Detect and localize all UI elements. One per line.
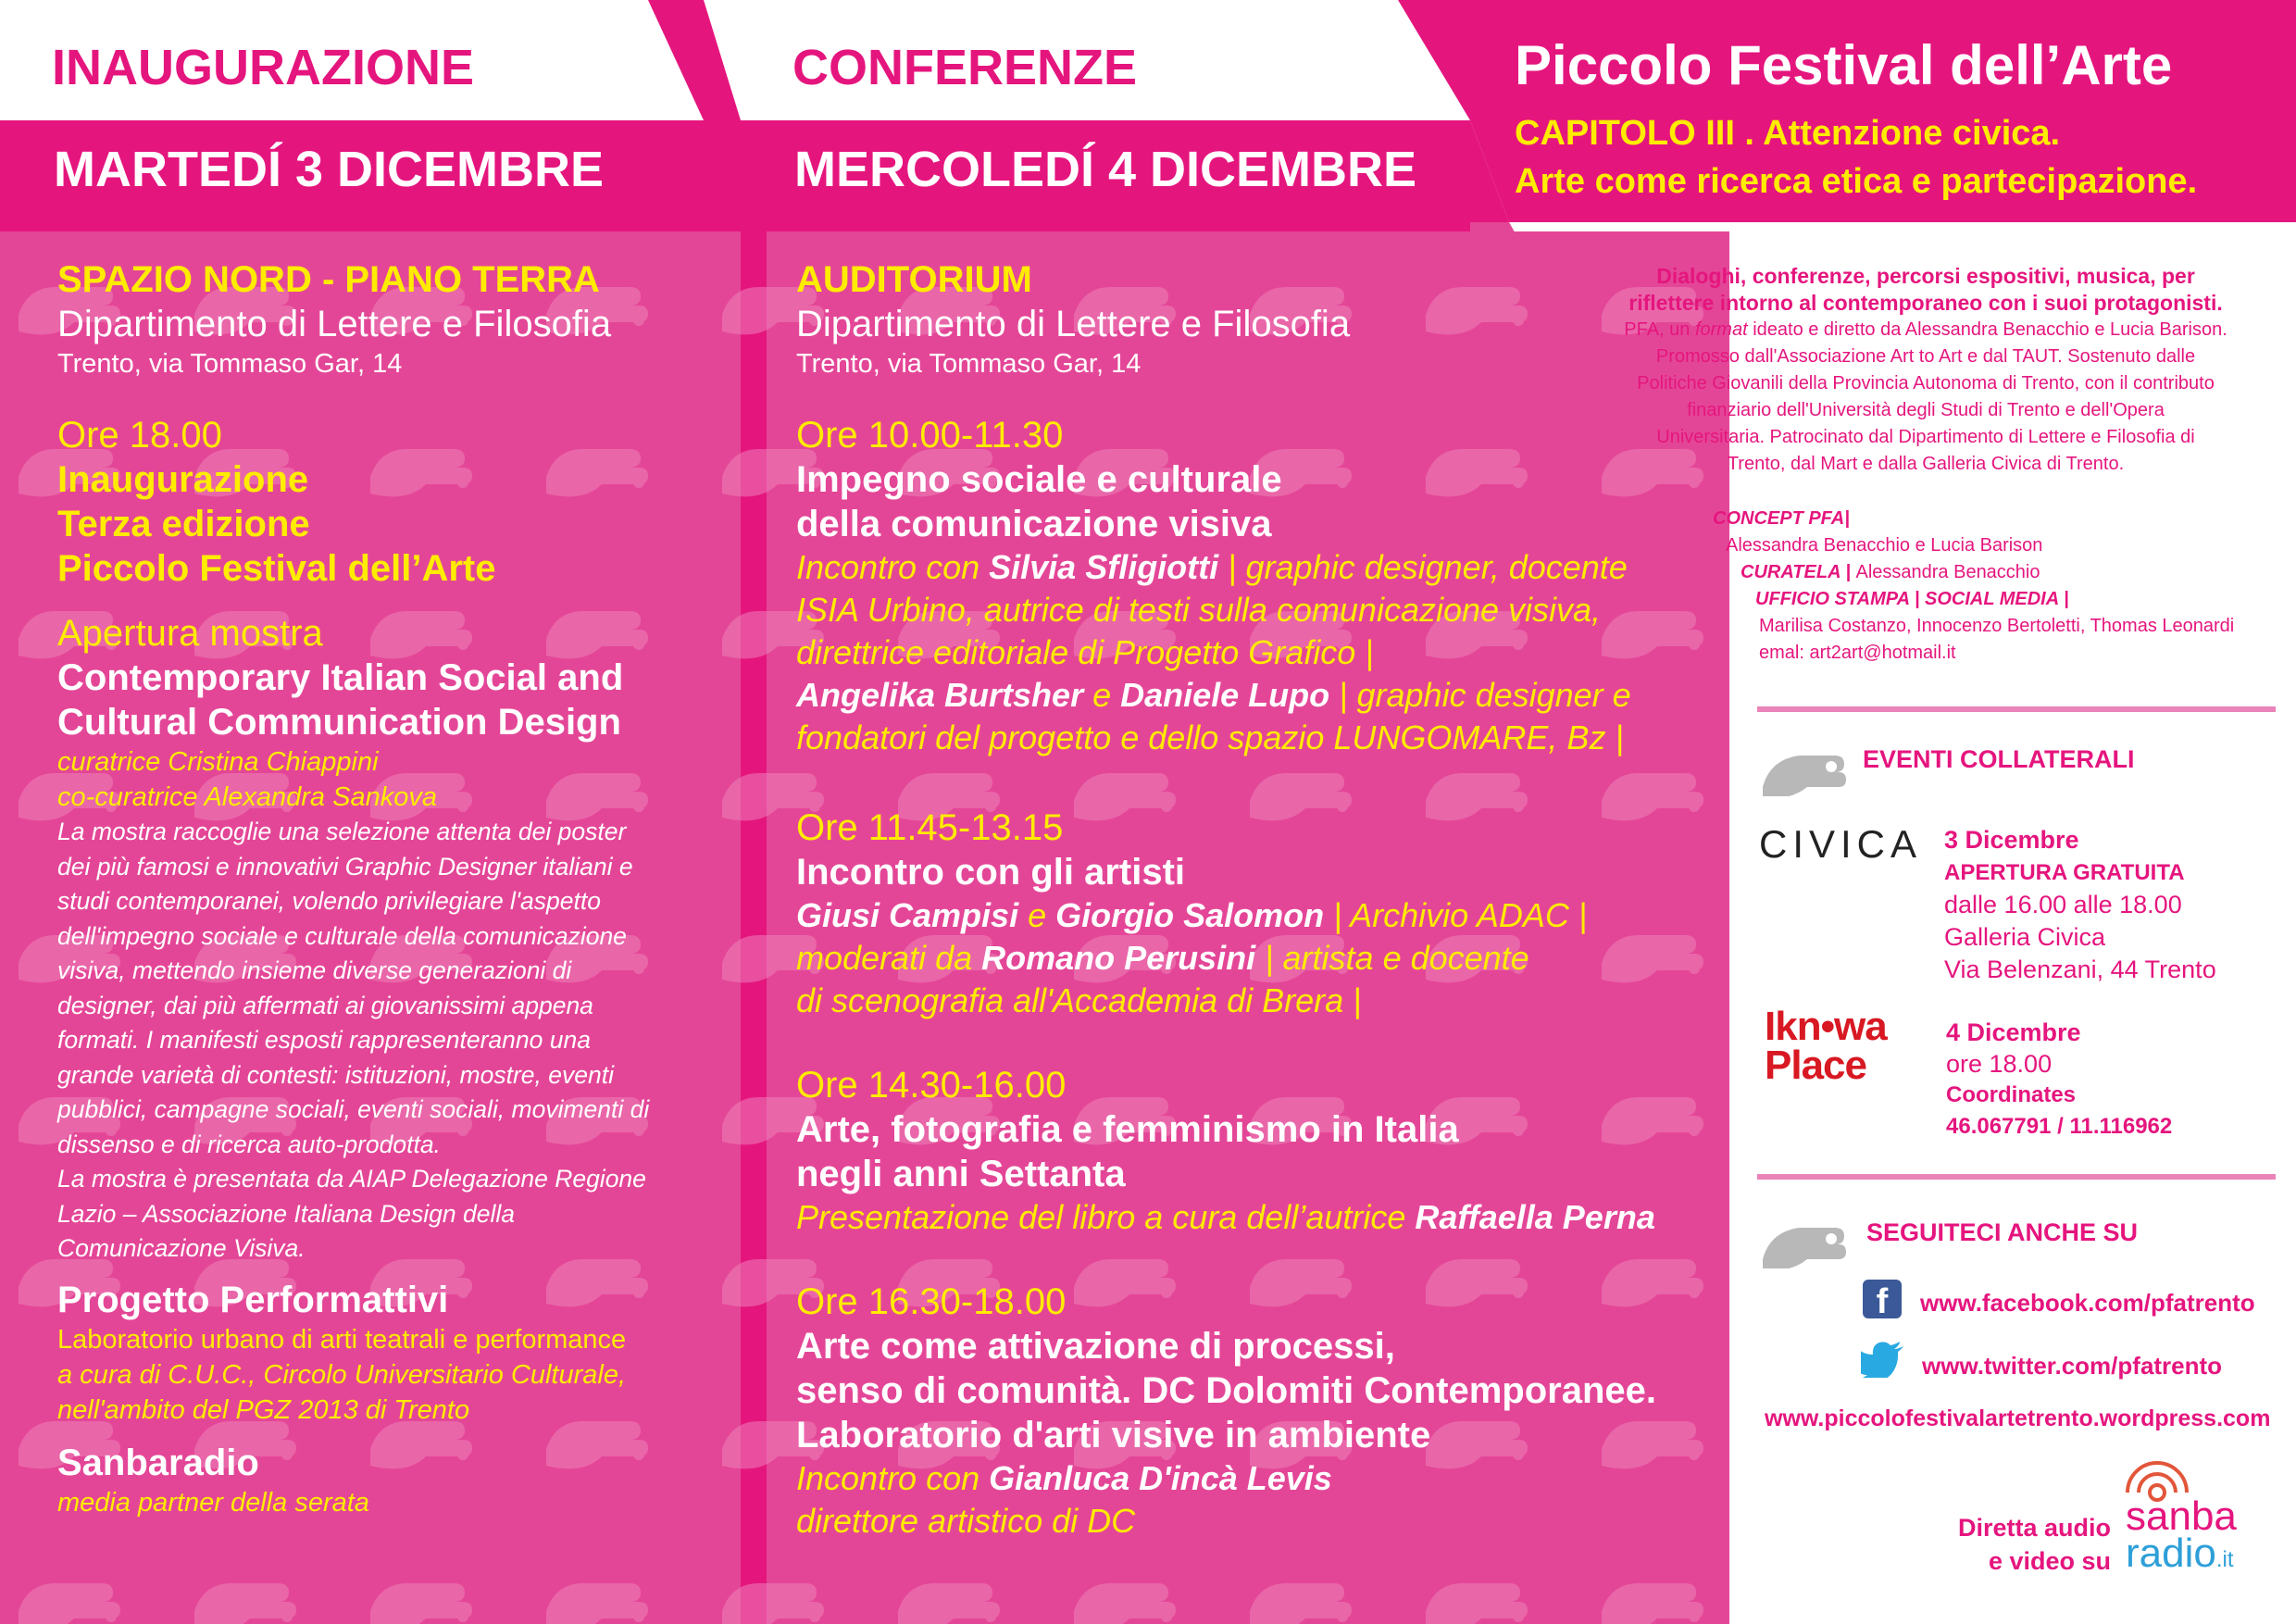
iknow-info [1946, 1017, 2172, 1143]
desc-line: dell'impegno sociale e culturale della comunicazione [57, 921, 627, 950]
iknow-line: 4 Dicembre [1946, 1018, 2081, 1046]
inaug-line: Terza edizione [57, 504, 310, 544]
perf-title: Progetto Performattivi [57, 1279, 449, 1320]
divider [1757, 1174, 2276, 1180]
subtitle-line: Arte come ricerca etica e partecipazione. [1515, 162, 2198, 201]
civica-line: Via Belenzani, 44 Trento [1944, 956, 2216, 983]
desc-line: La mostra raccoglie una selezione attenta dei poster [57, 818, 627, 845]
session-time: Ore 10.00-11.30 [796, 415, 1064, 456]
desc-line: La mostra è presentata da AIAP Delegazione Regione [57, 1165, 646, 1193]
desc-line: dei più famosi e innovativi Graphic Designer italiani e [57, 852, 633, 881]
session-details [796, 1196, 1722, 1239]
detail-text: fondatori del progetto e dello spazio LUNGOMARE, Bz | [796, 718, 1624, 756]
session-details [796, 894, 1722, 1022]
logo-line: sanba [2126, 1493, 2237, 1539]
civica-line: 3 Dicembre [1944, 826, 2079, 854]
speaker-name: Giusi Campisi [796, 896, 1019, 934]
desc-line: designer, dai più affermati ai giovanissimi appena [57, 991, 593, 1019]
curatela-name: Alessandra Benacchio [1855, 562, 2040, 582]
detail-text: ISIA Urbino, autrice di testi sulla comunicazione visiva, [796, 591, 1602, 629]
session-title: Impegno sociale e culturale [796, 459, 1282, 500]
iknow-line: 46.067791 / 11.116962 [1946, 1114, 2173, 1139]
follow-heading: SEGUITECI ANCHE SU [1866, 1218, 2139, 1246]
civica-logo: CIVICA [1759, 822, 1923, 866]
desc-line: formati. I manifesti esposti rappresenteranno una [57, 1026, 591, 1054]
civica-line: Galleria Civica [1944, 923, 2106, 951]
logo-line: .it [2215, 1547, 2234, 1572]
desc-line: pubblici, campagne sociali, eventi sociali, movimenti di [57, 1095, 650, 1123]
speaker-name: Raffaella Perna [1415, 1198, 1655, 1236]
session-time: Ore 11.45-13.15 [796, 807, 1064, 848]
chapter-heading [1515, 109, 2197, 206]
press-label: UFFICIO STAMPA | SOCIAL MEDIA | [1755, 589, 2069, 609]
logo-line: Place [1765, 1043, 1866, 1088]
show-title: Contemporary Italian Social and [57, 657, 624, 698]
detail-text: | graphic designer, docente [1218, 548, 1628, 586]
perf-line: Laboratorio urbano di arti teatrali e performance [57, 1324, 627, 1355]
twitter-icon[interactable] [1861, 1341, 1905, 1378]
hand-icon [1759, 1204, 1852, 1268]
session-title: Incontro con gli artisti [796, 852, 1186, 893]
info-line: Trento, dal Mart e dalla Galleria Civica di Trento. [1727, 454, 2125, 474]
speaker-name: Angelika Burtsher [796, 676, 1084, 714]
info-text: ideato e diretto da Alessandra Benacchio e Lucia Barison. [1747, 319, 2227, 340]
intro-line: Dialoghi, conferenze, percorsi espositivi, musica, per [1656, 264, 2195, 288]
iknowaplace-logo [1765, 1004, 1887, 1088]
desc-line: Comunicazione Visiva. [57, 1234, 306, 1262]
dept-middle: Dipartimento di Lettere e Filosofia [796, 304, 1351, 344]
date-left: MARTEDÍ 3 DICEMBRE [54, 142, 605, 197]
opening-label: Apertura mostra [57, 613, 323, 654]
show-description [57, 815, 733, 1267]
session-details [796, 1457, 1722, 1543]
facebook-link[interactable]: www.facebook.com/pfatrento [1920, 1289, 2255, 1317]
speaker-name: Romano Perusini [981, 939, 1256, 977]
detail-text: Presentazione del libro a cura dell’autrice [796, 1198, 1416, 1236]
time-left: Ore 18.00 [57, 415, 222, 456]
detail-text: e [1018, 896, 1056, 934]
detail-text: | artista e docente [1255, 939, 1529, 977]
intro-block [1574, 263, 2277, 478]
detail-text: moderati da [796, 939, 982, 977]
info-line: Politiche Giovanili della Provincia Autonoma di Trento, con il contributo [1637, 373, 2215, 394]
perf-line: nell'ambito del PGZ 2013 di Trento [57, 1394, 470, 1425]
show-title: Cultural Communication Design [57, 702, 621, 743]
civica-info [1944, 824, 2216, 986]
speaker-name: Giorgio Salomon [1055, 896, 1325, 934]
address-left: Trento, via Tommaso Gar, 14 [57, 349, 403, 379]
wordpress-link[interactable]: www.piccolofestivalartetrento.wordpress.com [1765, 1405, 2271, 1431]
detail-text: | Archivio ADAC | [1324, 896, 1588, 934]
desc-line: Lazio – Associazione Italiana Design della [57, 1199, 515, 1228]
diretta-line: e video su [1988, 1547, 2111, 1575]
speaker-name: Silvia Sfligiotti [989, 548, 1219, 586]
session-title: senso di comunità. DC Dolomiti Contemporanee. [796, 1370, 1656, 1411]
inaug-line: Piccolo Festival dell’Arte [57, 548, 496, 589]
detail-text: e [1083, 676, 1121, 714]
desc-line: studi contemporanei, volendo privilegiare l'aspetto [57, 887, 601, 915]
desc-line: visiva, mettendo insieme diverse generazioni di [57, 956, 572, 984]
info-line: Universitaria. Patrocinato dal Dipartimento di Lettere e Filosofia di [1656, 427, 2195, 447]
detail-text: direttrice editoriale di Progetto Grafico | [796, 633, 1374, 671]
info-text: PFA, un [1624, 319, 1695, 340]
detail-text: direttore artistico di DC [796, 1502, 1136, 1540]
concept-label: CONCEPT PFA| [1713, 508, 1850, 529]
left-content [57, 257, 733, 1520]
logo-line: Ikn•wa [1765, 1004, 1887, 1049]
info-line: finanziario dell'Università degli Studi di Trento e dell'Opera [1687, 400, 2165, 420]
civica-line: APERTURA GRATUITA [1944, 860, 2185, 885]
tab-inaugurazione: INAUGURAZIONE [52, 40, 474, 95]
info-line [1574, 317, 2277, 344]
inaug-line: Inaugurazione [57, 459, 309, 500]
venue-middle: AUDITORIUM [796, 259, 1032, 300]
session-title: Arte, fotografia e femminismo in Italia [796, 1109, 1459, 1150]
session-title: della comunicazione visiva [796, 504, 1272, 544]
desc-line: dissenso e di ricerca auto-prodotta. [57, 1130, 441, 1158]
detail-text: Incontro con [796, 548, 990, 586]
email: emal: art2art@hotmail.it [1759, 643, 1956, 663]
diretta-line: Diretta audio [1957, 1514, 2111, 1542]
session-time: Ore 14.30-16.00 [796, 1065, 1067, 1106]
cocurator: co-curatrice Alexandra Sankova [57, 782, 437, 812]
curator: curatrice Cristina Chiappini [57, 747, 379, 777]
eventi-heading: EVENTI COLLATERALI [1863, 745, 2135, 773]
info-line: Promosso dall'Associazione Art to Art e dal TAUT. Sostenuto dalle [1655, 346, 2196, 367]
festival-title: Piccolo Festival dell’Arte [1515, 34, 2173, 96]
info-text: format [1694, 319, 1748, 340]
session-details [796, 546, 1722, 759]
logo-line: radio [2126, 1530, 2216, 1576]
hand-icon [1759, 731, 1852, 796]
address-middle: Trento, via Tommaso Gar, 14 [796, 349, 1142, 379]
radio-title: Sanbaradio [57, 1442, 259, 1483]
session-title: Arte come attivazione di processi, [796, 1326, 1395, 1367]
chapter-line: CAPITOLO III . Attenzione civica. [1515, 114, 2061, 153]
detail-text: Incontro con [796, 1459, 990, 1497]
divider [1757, 706, 2276, 712]
diretta-text [1944, 1511, 2111, 1578]
concept-names: Alessandra Benacchio e Lucia Barison [1726, 535, 2043, 556]
credits-block [1713, 506, 2268, 667]
session-time: Ore 16.30-18.00 [796, 1281, 1067, 1322]
civica-line: dalle 16.00 alle 18.00 [1944, 891, 2182, 918]
sanbaradio-logo [2126, 1493, 2237, 1579]
speaker-name: Daniele Lupo [1120, 676, 1330, 714]
twitter-link[interactable]: www.twitter.com/pfatrento [1922, 1352, 2223, 1380]
facebook-icon[interactable]: f [1863, 1280, 1902, 1318]
detail-text: | graphic designer e [1329, 676, 1631, 714]
radio-sub: media partner della serata [57, 1487, 369, 1518]
iknow-line: Coordinates [1946, 1082, 2077, 1107]
desc-line: grande varietà di contesti: istituzioni, mostre, eventi [57, 1060, 614, 1089]
perf-line: a cura di C.U.C., Circolo Universitario Culturale, [57, 1359, 627, 1390]
detail-text: di scenografia all'Accademia di Brera | [796, 981, 1362, 1019]
session-title: negli anni Settanta [796, 1154, 1126, 1194]
press-names: Marilisa Costanzo, Innocenzo Bertoletti, Thomas Leonardi [1759, 616, 2235, 636]
speaker-name: Gianluca D'incà Levis [989, 1459, 1332, 1497]
iknow-line: ore 18.00 [1946, 1050, 2053, 1078]
tab-conferenze: CONFERENZE [792, 40, 1138, 95]
date-middle: MERCOLEDÍ 4 DICEMBRE [794, 142, 1417, 197]
venue-left: SPAZIO NORD - PIANO TERRA [57, 259, 600, 300]
intro-line: riflettere intorno al contemporaneo con i suoi protagonisti. [1628, 291, 2223, 315]
curatela-label: CURATELA | [1741, 562, 1856, 582]
dept-left: Dipartimento di Lettere e Filosofia [57, 304, 612, 344]
session-title: Laboratorio d'arti visive in ambiente [796, 1415, 1431, 1455]
